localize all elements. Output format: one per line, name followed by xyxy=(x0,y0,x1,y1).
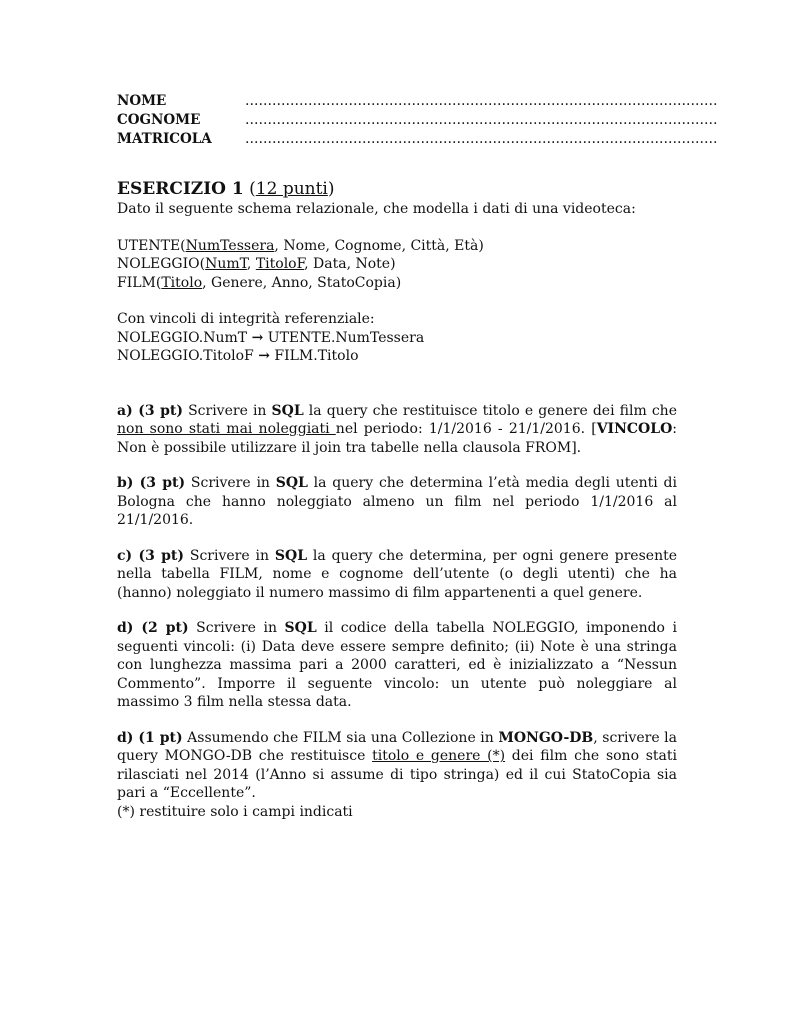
exercise-title xyxy=(117,178,677,200)
sql-keyword: SQL xyxy=(275,475,308,491)
utente-key: NumTessera xyxy=(185,237,275,254)
sql-keyword: SQL xyxy=(274,547,308,564)
question-d-label: d) (2 pt) xyxy=(117,620,189,636)
noleggio-sep: , xyxy=(246,256,256,272)
vincolo-keyword: VINCOLO xyxy=(596,421,673,437)
matricola-field: …………………………………………………………………………………………… xyxy=(245,131,718,147)
cognome-row xyxy=(117,111,718,130)
question-c-text1: Scrivere in xyxy=(184,547,275,564)
question-e-note: (*) restituire solo i campi indicati xyxy=(117,803,353,820)
question-c xyxy=(117,547,677,603)
question-d-text1: Scrivere in xyxy=(188,620,285,636)
noleggio-key2: TitoloF xyxy=(255,256,305,272)
question-a-text3: nel periodo: 1/1/2016 - 21/1/2016. [ xyxy=(335,421,597,437)
question-e-text1: Assumendo che FILM sia una Collezione in xyxy=(182,729,499,746)
noleggio-name: NOLEGGIO( xyxy=(117,256,206,272)
nome-field: …………………………………………………………………………………………… xyxy=(245,93,718,109)
student-info xyxy=(117,92,718,149)
question-b-label: b) (3 pt) xyxy=(117,475,186,491)
constraint-2-right: FILM.Titolo xyxy=(274,348,359,364)
utente-attrs: , Nome, Cognome, Città, Età) xyxy=(274,237,484,254)
film-attrs: , Genere, Anno, StatoCopia) xyxy=(202,274,402,291)
utente-name: UTENTE( xyxy=(117,237,186,254)
cognome-field: …………………………………………………………………………………………… xyxy=(245,112,718,128)
question-d xyxy=(117,619,677,712)
exam-page xyxy=(117,92,718,821)
sql-keyword: SQL xyxy=(271,402,304,419)
constraints-intro: Con vincoli di integrità referenziale: xyxy=(117,311,375,327)
schema-noleggio xyxy=(117,255,677,274)
question-e xyxy=(117,729,677,803)
question-b xyxy=(117,474,677,530)
exercise-points: 12 punti xyxy=(255,179,328,199)
question-c-label: c) (3 pt) xyxy=(117,547,184,564)
question-a-text1: Scrivere in xyxy=(182,402,272,419)
constraint-2 xyxy=(117,347,677,366)
exercise-intro: Dato il seguente schema relazionale, che modella i dati di una videoteca: xyxy=(117,201,636,217)
noleggio-key1: NumT xyxy=(205,256,247,272)
mongo-keyword: MONGO-DB xyxy=(498,729,594,746)
question-a xyxy=(117,402,677,458)
question-e-text3: dei film che sono stati rilasciati nel 2014 (l’Anno si assume di tipo stringa) ed il cui StatoCopia sia pari a “Eccellente”. xyxy=(117,748,677,801)
question-e-label: d) (1 pt) xyxy=(117,729,183,746)
constraint-1 xyxy=(117,329,677,348)
question-b-text2: la query che determina l’età media degli utenti di Bologna che hanno noleggiato almeno un film nel periodo 1/1/2016 al 21/1/2016. xyxy=(117,475,677,528)
cognome-label: COGNOME xyxy=(117,112,201,128)
exercise-heading: ESERCIZIO 1 xyxy=(117,179,244,199)
question-e-underlined: titolo e genere (*) xyxy=(372,748,506,764)
nome-row xyxy=(117,92,718,111)
question-a-text4: : Non è possibile utilizzare il join tra tabelle nella clausola FROM]. xyxy=(117,421,677,456)
constraint-1-right: UTENTE.NumTessera xyxy=(267,329,425,346)
constraint-1-left: NOLEGGIO.NumT xyxy=(117,329,248,346)
question-d-text2: il codice della tabella NOLEGGIO, imponendo i seguenti vincoli: (i) Data deve essere sempre definito; (ii) Note è una stringa con lunghezza massima pari a 2000 caratteri, ed è inizializzato a “Nessun Commento”. Imporre il seguente vincolo: un utente può noleggiare al massimo 3 film nella stessa data. xyxy=(117,620,678,710)
question-c-text2: la query che determina, per ogni genere presente nella tabella FILM, nome e cognome dell’utente (o degli utenti) che ha (hanno) noleggiato il numero massimo di film appartenenti a quel genere. xyxy=(117,547,677,601)
schema xyxy=(117,237,677,293)
constraints xyxy=(117,310,677,366)
question-a-text2: la query che restituisce titolo e genere dei film che xyxy=(303,402,677,419)
question-a-label: a) (3 pt) xyxy=(117,402,183,419)
nome-label: NOME xyxy=(117,93,167,109)
schema-film xyxy=(117,274,677,293)
arrow-icon: → xyxy=(251,329,264,346)
sql-keyword: SQL xyxy=(284,620,317,636)
schema-utente xyxy=(117,237,677,256)
matricola-label: MATRICOLA xyxy=(117,131,212,147)
constraint-2-left: NOLEGGIO.TitoloF xyxy=(117,348,254,364)
film-key: Titolo xyxy=(161,274,203,291)
matricola-row xyxy=(117,130,718,149)
points-open: ( xyxy=(249,179,256,199)
film-name: FILM( xyxy=(117,274,162,291)
arrow-icon: → xyxy=(258,348,270,364)
question-a-underlined: non sono stati mai noleggiati xyxy=(117,421,336,437)
question-e-text2: , scrivere la query MONGO-DB che restituisce xyxy=(117,729,678,764)
points-close: ) xyxy=(327,179,335,199)
question-b-text1: Scrivere in xyxy=(185,475,276,491)
noleggio-attrs: , Data, Note) xyxy=(304,256,396,272)
